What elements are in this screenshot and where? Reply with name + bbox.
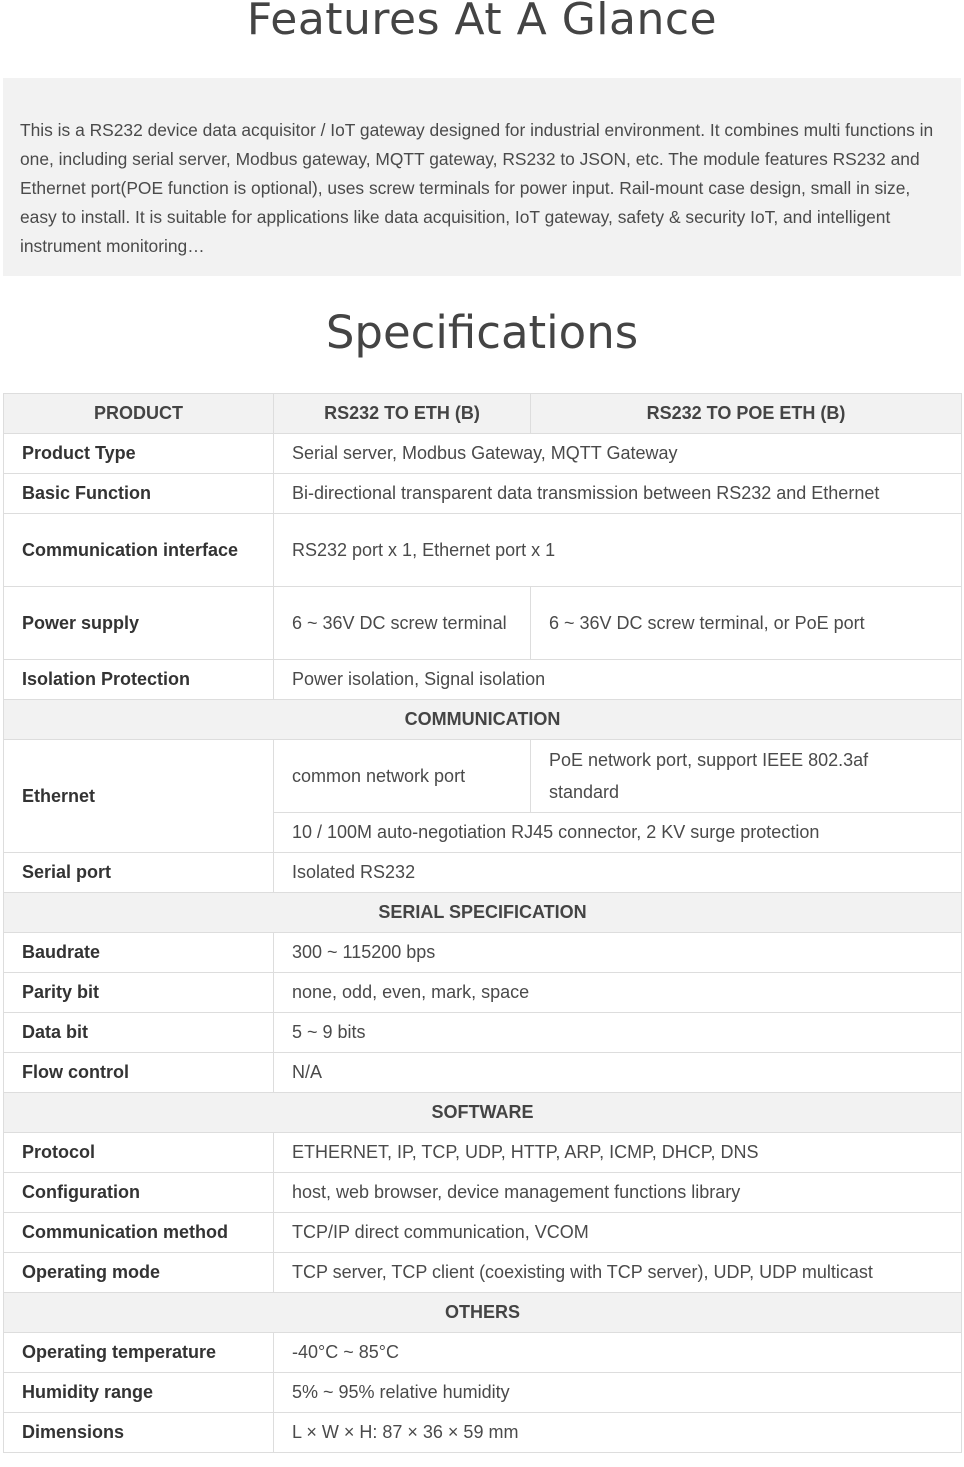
row-value-model-a: common network port [274,740,531,813]
table-row [4,1133,962,1173]
table-row [4,660,962,700]
section-row [4,1093,962,1133]
specifications-title: Specifications [325,306,639,359]
row-value: Bi-directional transparent data transmission between RS232 and Ethernet [274,474,962,514]
section-row [4,700,962,740]
section-row [4,1293,962,1333]
row-value: 5% ~ 95% relative humidity [274,1373,962,1413]
section-heading: COMMUNICATION [4,700,962,740]
section-heading: OTHERS [4,1293,962,1333]
table-row [4,1013,962,1053]
row-label: Flow control [4,1053,274,1093]
table-row [4,1213,962,1253]
row-value: Isolated RS232 [274,853,962,893]
row-label: Power supply [4,587,274,660]
row-value-model-a: 6 ~ 36V DC screw terminal [274,587,531,660]
specifications-table [3,393,962,1453]
row-value: Power isolation, Signal isolation [274,660,962,700]
row-value: 10 / 100M auto-negotiation RJ45 connector, 2 KV surge protection [274,813,962,853]
header-model-b: RS232 TO POE ETH (B) [531,394,962,434]
table-row [4,1333,962,1373]
row-value: RS232 port x 1, Ethernet port x 1 [274,514,962,587]
row-value: TCP server, TCP client (coexisting with TCP server), UDP, UDP multicast [274,1253,962,1293]
row-value: ETHERNET, IP, TCP, UDP, HTTP, ARP, ICMP, DHCP, DNS [274,1133,962,1173]
row-value: none, odd, even, mark, space [274,973,962,1013]
row-label: Operating mode [4,1253,274,1293]
row-value: -40°C ~ 85°C [274,1333,962,1373]
row-label: Humidity range [4,1373,274,1413]
row-value: L × W × H: 87 × 36 × 59 mm [274,1413,962,1453]
table-row [4,587,962,660]
row-value-model-b: 6 ~ 36V DC screw terminal, or PoE port [531,587,962,660]
table-row [4,474,962,514]
row-value: host, web browser, device management functions library [274,1173,962,1213]
row-value: N/A [274,1053,962,1093]
row-label: Communication method [4,1213,274,1253]
row-label: Serial port [4,853,274,893]
table-row [4,1373,962,1413]
table-row [4,1253,962,1293]
features-description: This is a RS232 device data acquisitor / IoT gateway designed for industrial environment. It combines multi functions in one, including serial server, Modbus gateway, MQTT gateway, RS232 to JSON, etc. The module features RS232 and Ethernet port(POE function is optional), uses screw terminals for power input. Rail-mount case design, small in size, easy to install. It is suitable for applications like data acquisition, IoT gateway, safety & security IoT, and intelligent instrument monitoring… [3,78,961,276]
table-row [4,1053,962,1093]
row-label: Product Type [4,434,274,474]
table-row [4,1413,962,1453]
row-label: Baudrate [4,933,274,973]
header-product: PRODUCT [4,394,274,434]
row-label: Configuration [4,1173,274,1213]
row-label: Parity bit [4,973,274,1013]
section-row [4,893,962,933]
row-label: Dimensions [4,1413,274,1453]
row-value: 5 ~ 9 bits [274,1013,962,1053]
table-row [4,853,962,893]
row-label: Basic Function [4,474,274,514]
row-label: Isolation Protection [4,660,274,700]
row-label: Communication interface [4,514,274,587]
row-value: Serial server, Modbus Gateway, MQTT Gateway [274,434,962,474]
table-row [4,1173,962,1213]
table-row [4,973,962,1013]
table-row [4,933,962,973]
row-value: TCP/IP direct communication, VCOM [274,1213,962,1253]
table-row [4,514,962,587]
header-model-a: RS232 TO ETH (B) [274,394,531,434]
row-label: Data bit [4,1013,274,1053]
row-label: Protocol [4,1133,274,1173]
row-label: Ethernet [4,740,274,853]
table-header-row [4,394,962,434]
table-row [4,434,962,474]
row-label: Operating temperature [4,1333,274,1373]
row-value: 300 ~ 115200 bps [274,933,962,973]
table-row [4,740,962,813]
section-heading: SERIAL SPECIFICATION [4,893,962,933]
features-title: Features At A Glance [246,0,718,45]
row-value-model-b: PoE network port, support IEEE 802.3af standard [531,740,962,813]
section-heading: SOFTWARE [4,1093,962,1133]
